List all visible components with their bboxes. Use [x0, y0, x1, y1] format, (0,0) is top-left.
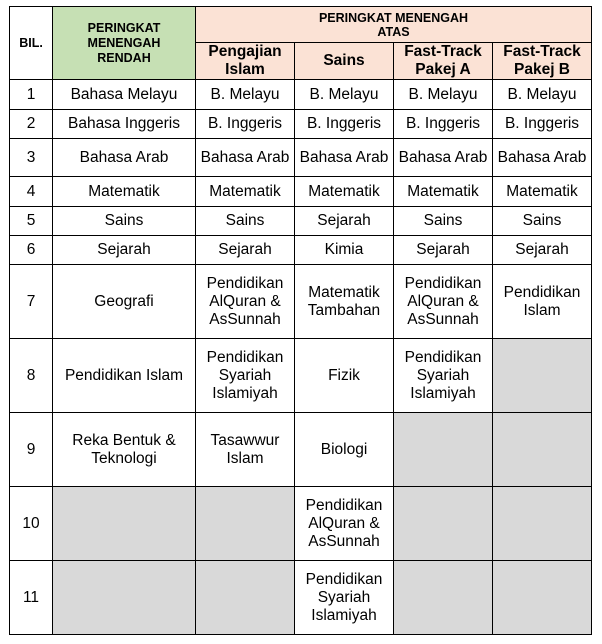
- subject-cell: [295, 177, 394, 207]
- subject-cell: [394, 339, 493, 413]
- subject-label: Bahasa Arab: [497, 148, 587, 166]
- subject-label: Sejarah: [317, 212, 371, 229]
- subject-label: Bahasa Inggeris: [67, 115, 181, 132]
- subject-cell: [493, 139, 592, 177]
- header-upper-secondary: PERINGKAT MENENGAH ATAS: [196, 7, 592, 43]
- table-row: [10, 487, 592, 561]
- table-row: [10, 139, 592, 177]
- table-row: [10, 265, 592, 339]
- subject-label: Reka Bentuk & Teknologi: [72, 431, 176, 467]
- subject-cell: [295, 110, 394, 139]
- subject-label: Pendidikan AlQuran & AsSunnah: [404, 274, 482, 328]
- subject-label: B. Melayu: [507, 85, 577, 103]
- subject-label: Sains: [522, 212, 562, 229]
- subject-label: Bahasa Melayu: [70, 85, 178, 103]
- subject-label: Pendidikan Islam: [503, 283, 581, 319]
- subject-label: Sains: [104, 212, 144, 229]
- subject-cell: [196, 177, 295, 207]
- subject-cell: [295, 487, 394, 561]
- subject-cell: [196, 339, 295, 413]
- subject-label: Pendidikan Syariah Islamiyah: [404, 348, 482, 402]
- row-number: 7: [10, 265, 53, 339]
- subject-label: Bahasa Arab: [200, 148, 290, 166]
- table-row: [10, 110, 592, 139]
- empty-cell: [394, 413, 493, 487]
- row-number: 4: [10, 177, 53, 207]
- row-number: 11: [10, 561, 53, 635]
- subject-label: Geografi: [94, 292, 154, 310]
- subject-label: B. Melayu: [210, 85, 280, 103]
- empty-cell: [493, 561, 592, 635]
- table-row: [10, 413, 592, 487]
- subject-label: B. Inggeris: [306, 115, 382, 132]
- subject-label: B. Inggeris: [504, 115, 580, 132]
- subject-label: Pendidikan Islam: [64, 366, 184, 384]
- subject-label: Sains: [225, 212, 265, 229]
- empty-cell: [493, 413, 592, 487]
- table-row: [10, 207, 592, 236]
- subject-cell: [394, 177, 493, 207]
- empty-cell: [196, 561, 295, 635]
- empty-cell: [493, 487, 592, 561]
- subject-cell: [53, 413, 196, 487]
- subject-label: Pendidikan Syariah Islamiyah: [206, 348, 284, 402]
- row-number: 5: [10, 207, 53, 236]
- subject-cell: [493, 236, 592, 265]
- subject-cell: [196, 139, 295, 177]
- subject-label: Matematik: [88, 182, 160, 200]
- row-number: 8: [10, 339, 53, 413]
- subject-label: Sejarah: [218, 241, 272, 258]
- empty-cell: [53, 487, 196, 561]
- subject-cell: [295, 561, 394, 635]
- empty-cell: [493, 339, 592, 413]
- subject-label: Matematik: [308, 182, 380, 200]
- subject-label: Biologi: [320, 440, 368, 458]
- subject-label: Kimia: [324, 241, 364, 258]
- subject-cell: [493, 265, 592, 339]
- empty-cell: [196, 487, 295, 561]
- empty-cell: [394, 561, 493, 635]
- subject-cell: [53, 265, 196, 339]
- subject-cell: [493, 110, 592, 139]
- subject-cell: [394, 110, 493, 139]
- header-stream-pengajian-islam: Pengajian Islam: [196, 43, 295, 80]
- subject-cell: [53, 236, 196, 265]
- subject-cell: [196, 265, 295, 339]
- row-number: 9: [10, 413, 53, 487]
- subject-cell: [394, 265, 493, 339]
- subject-cell: [493, 80, 592, 110]
- subject-label: Bahasa Arab: [398, 148, 488, 166]
- subject-label: Pendidikan AlQuran & AsSunnah: [206, 274, 284, 328]
- subject-label: B. Melayu: [309, 85, 379, 103]
- subject-cell: [53, 110, 196, 139]
- header-lower-secondary: PERINGKAT MENENGAH RENDAH: [53, 7, 196, 80]
- header-stream-sains: Sains: [295, 43, 394, 80]
- row-number: 6: [10, 236, 53, 265]
- table-row: [10, 177, 592, 207]
- subject-label: Matematik: [407, 182, 479, 200]
- header-stream-fast-track-a: Fast-Track Pakej A: [394, 43, 493, 80]
- subject-cell: [196, 207, 295, 236]
- subject-cell: [295, 413, 394, 487]
- subject-cell: [295, 207, 394, 236]
- subject-label: Bahasa Arab: [299, 148, 389, 166]
- subject-cell: [295, 80, 394, 110]
- row-number: 10: [10, 487, 53, 561]
- header-bil: BIL.: [10, 7, 53, 80]
- subject-label: Sejarah: [97, 241, 151, 258]
- subject-label: Fizik: [328, 366, 360, 384]
- subject-cell: [394, 80, 493, 110]
- subject-table: [9, 6, 592, 635]
- subject-cell: [394, 236, 493, 265]
- subject-label: Matematik: [506, 182, 578, 200]
- table-row: [10, 561, 592, 635]
- empty-cell: [53, 561, 196, 635]
- subject-cell: [196, 110, 295, 139]
- subject-label: B. Melayu: [408, 85, 478, 103]
- subject-cell: [295, 265, 394, 339]
- subject-cell: [53, 207, 196, 236]
- subject-cell: [196, 236, 295, 265]
- row-number: 1: [10, 80, 53, 110]
- subject-cell: [53, 80, 196, 110]
- subject-cell: [196, 80, 295, 110]
- row-number: 3: [10, 139, 53, 177]
- subject-label: Sains: [423, 212, 463, 229]
- subject-cell: [295, 339, 394, 413]
- table-row: [10, 339, 592, 413]
- subject-cell: [53, 339, 196, 413]
- subject-cell: [295, 139, 394, 177]
- subject-label: Pendidikan AlQuran & AsSunnah: [305, 496, 383, 550]
- subject-cell: [394, 139, 493, 177]
- subject-cell: [394, 207, 493, 236]
- subject-cell: [53, 139, 196, 177]
- subject-cell: [295, 236, 394, 265]
- subject-label: B. Inggeris: [405, 115, 481, 132]
- subject-label: Matematik Tambahan: [307, 283, 381, 319]
- empty-cell: [394, 487, 493, 561]
- subject-cell: [196, 413, 295, 487]
- subject-label: B. Inggeris: [207, 115, 283, 132]
- row-number: 2: [10, 110, 53, 139]
- subject-label: Pendidikan Syariah Islamiyah: [305, 570, 383, 624]
- subject-label: Matematik: [209, 182, 281, 200]
- subject-cell: [493, 177, 592, 207]
- subject-cell: [493, 207, 592, 236]
- table-row: [10, 80, 592, 110]
- subject-label: Sejarah: [416, 241, 470, 258]
- subject-label: Bahasa Arab: [79, 148, 169, 166]
- subject-cell: [53, 177, 196, 207]
- subject-label: Sejarah: [515, 241, 569, 258]
- table-row: [10, 236, 592, 265]
- subject-label: Tasawwur Islam: [210, 431, 280, 467]
- header-stream-fast-track-b: Fast-Track Pakej B: [493, 43, 592, 80]
